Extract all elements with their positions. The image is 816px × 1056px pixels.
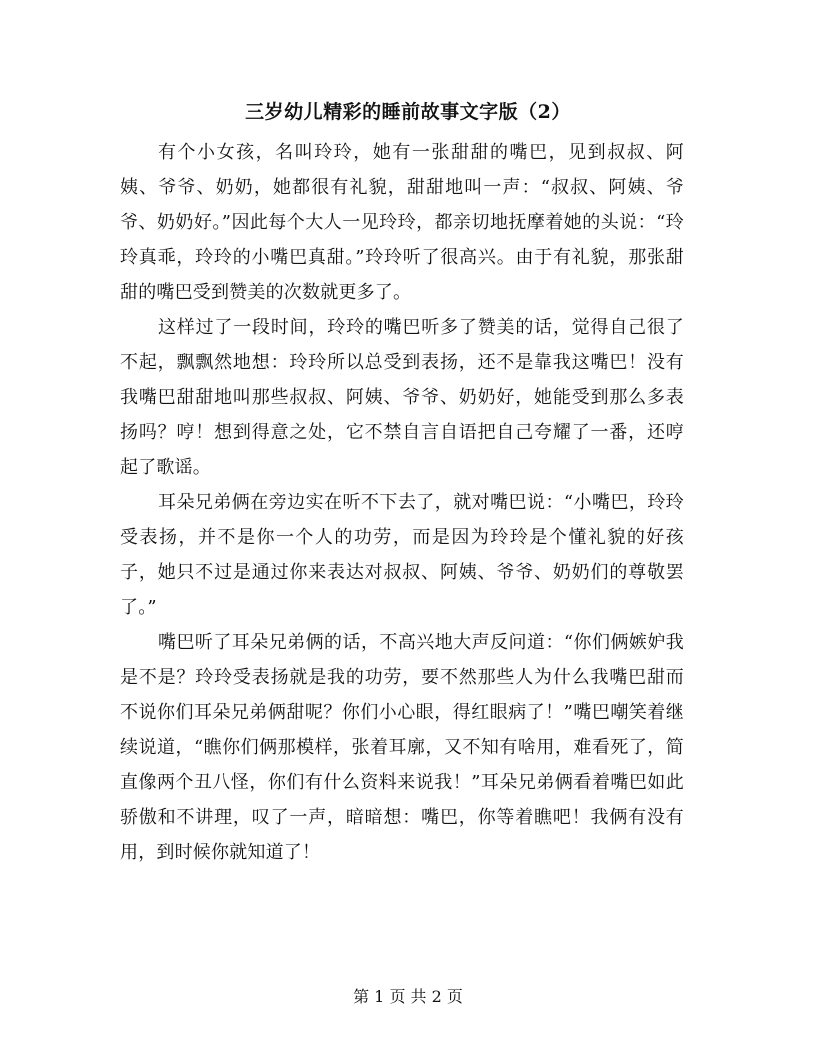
- page-number-footer: 第 1 页 共 2 页: [353, 987, 463, 1006]
- story-paragraph-4: 嘴巴听了耳朵兄弟俩的话，不高兴地大声反问道：“你们俩嫉妒我是不是？玲玲受表扬就是我的功劳，要不然那些人为什么我嘴巴甜而不说你们耳朵兄弟俩甜呢？你们小心眼，得红眼病了！”嘴巴嘲笑着继续说道，“瞧你们俩那模样，张着耳廓，又不知有啥用，难看死了，简直像两个丑八怪，你们有什么资料来说我！”耳朵兄弟俩看着嘴巴如此骄傲和不讲理，叹了一声，暗暗想：嘴巴，你等着瞧吧！我俩有没有用，到时候你就知道了！: [120, 632, 684, 863]
- story-paragraph-1: 有个小女孩，名叫玲玲，她有一张甜甜的嘴巴，见到叔叔、阿姨、爷爷、奶奶，她都很有礼貌，甜甜地叫一声：“叔叔、阿姨、爷爷、奶奶好。”因此每个大人一见玲玲，都亲切地抚摩着她的头说：“玲玲真乖，玲玲的小嘴巴真甜。”玲玲听了很高兴。由于有礼貌，那张甜甜的嘴巴受到赞美的次数就更多了。: [120, 142, 684, 303]
- story-paragraph-2: 这样过了一段时间，玲玲的嘴巴听多了赞美的话，觉得自己很了不起，飘飘然地想：玲玲所以总受到表扬，还不是靠我这嘴巴！没有我嘴巴甜甜地叫那些叔叔、阿姨、爷爷、奶奶好，她能受到那么多表扬吗？哼！想到得意之处，它不禁自言自语把自己夸耀了一番，还哼起了歌谣。: [120, 317, 684, 478]
- page-title: 三岁幼儿精彩的睡前故事文字版（2）: [245, 101, 571, 123]
- story-paragraph-3: 耳朵兄弟俩在旁边实在听不下去了，就对嘴巴说：“小嘴巴，玲玲受表扬，并不是你一个人的功劳，而是因为玲玲是个懂礼貌的好孩子，她只不过是通过你来表达对叔叔、阿姨、爷爷、奶奶们的尊敬罢了。”: [120, 492, 684, 618]
- story-body: [120, 135, 684, 870]
